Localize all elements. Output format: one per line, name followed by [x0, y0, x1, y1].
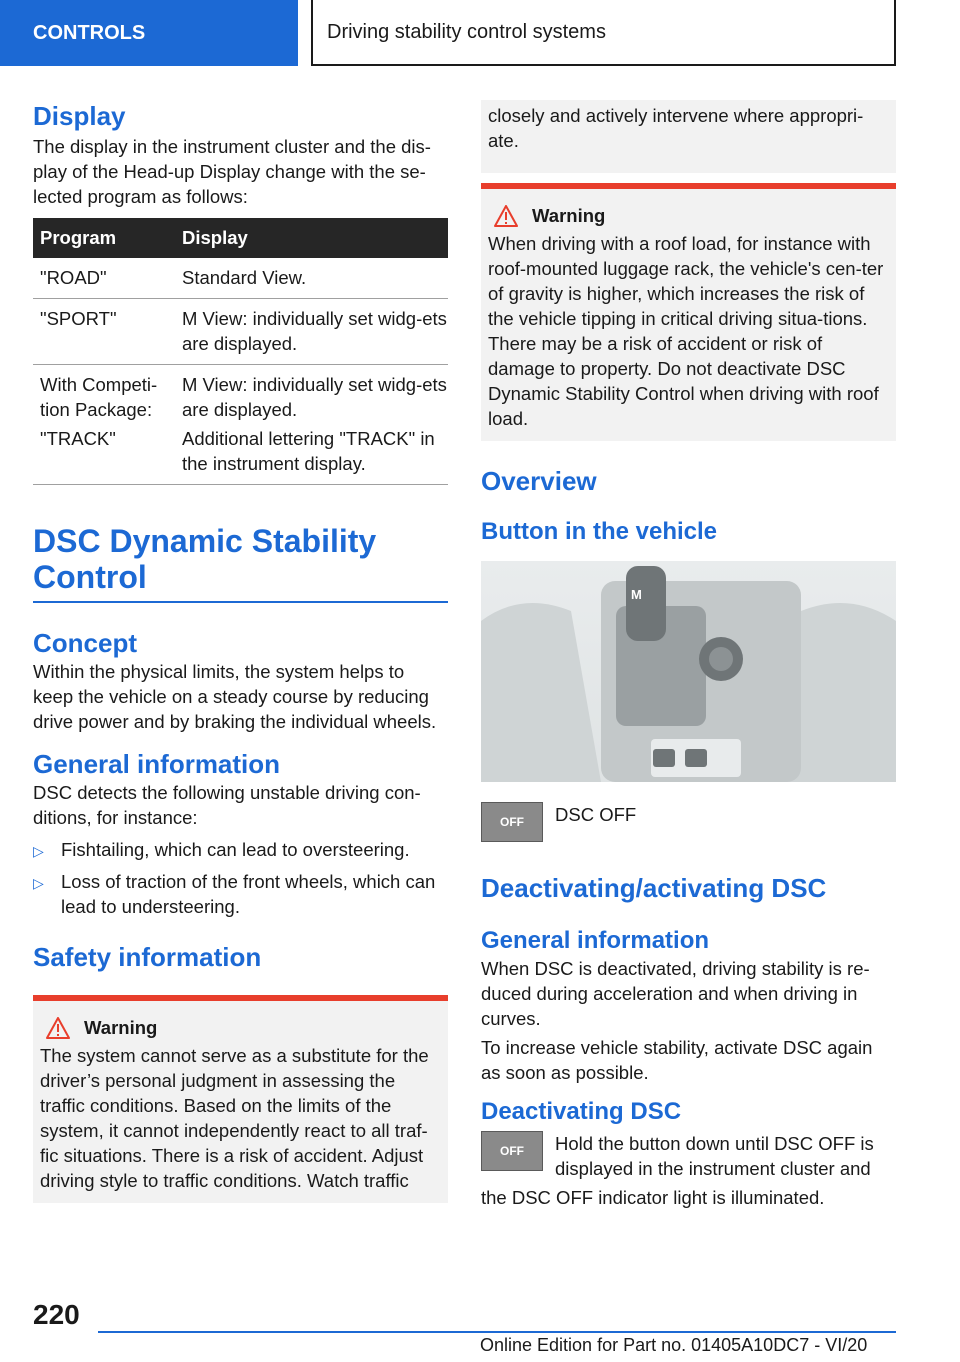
triangle-bullet-icon: ▷ — [33, 843, 44, 859]
safety-heading: Safety information — [33, 942, 262, 972]
table-cell: With Competi-tion Package: — [40, 374, 158, 420]
list-item: ▷ Loss of traction of the front wheels, which can lead to understeering. — [33, 871, 436, 917]
warning-head — [40, 1017, 442, 1039]
svg-text:M: M — [631, 587, 642, 602]
concept-text: Within the physical limits, the system helps to keep the vehicle on a steady course by reducing drive power and by braking the individual wheels. — [33, 661, 437, 732]
general-text: DSC detects the following unstable driving con-ditions, for instance: — [33, 782, 421, 828]
table-cell: M View: individually set widg-ets are displayed. — [175, 299, 448, 365]
deact-heading: Deactivating/activating DSC — [481, 873, 827, 903]
continued-text: closely and actively intervene where appropri-ate. — [488, 105, 864, 151]
table-cell: Standard View. — [175, 258, 448, 299]
general-text-1: When DSC is deactivated, driving stability is re-duced during acceleration and when driving in curves. — [481, 958, 870, 1029]
deactivating-text-b: the DSC OFF indicator light is illuminated. — [481, 1187, 825, 1208]
warning-text: When driving with a roof load, for instance with roof-mounted luggage rack, the vehicle's cen-ter of gravity is higher, which increases the risk of the vehicle tipping in critical driving situa-tions. There may be a risk of accident or risk of damage to property. Do not deactivate DSC Dynamic Stability Control when driving with roof load. — [488, 233, 884, 429]
dsc-heading: DSC Dynamic Stability Control — [33, 523, 448, 603]
table-header-display: Display — [175, 218, 448, 258]
dsc-button-legend — [481, 802, 896, 842]
deactivating-heading: Deactivating DSC — [481, 1098, 682, 1125]
warning-triangle-icon — [46, 1017, 70, 1039]
program-table — [33, 218, 448, 485]
triangle-bullet-icon: ▷ — [33, 875, 44, 891]
dsc-off-icon: OFF — [481, 1131, 543, 1171]
left-column — [33, 100, 448, 1203]
table-cell: "SPORT" — [33, 299, 175, 365]
page-number: 220 — [33, 1299, 80, 1330]
warning-label: Warning — [532, 205, 606, 226]
warning-text: The system cannot serve as a substitute for the driver’s personal judgment in assessing the traffic conditions. Based on the limits of the system, it cannot independently react to all traf-fic situations. There is a risk of accident. Adjust driving style to traffic conditions. Watch traffic — [40, 1045, 429, 1191]
warning-triangle-icon — [494, 205, 518, 227]
table-cell: "TRACK" — [33, 422, 175, 485]
button-heading: Button in the vehicle — [481, 518, 718, 545]
warning-head — [488, 205, 890, 227]
table-row — [33, 365, 448, 423]
general-text-2: To increase vehicle stability, activate DSC again as soon as possible. — [481, 1037, 873, 1083]
dsc-off-icon: OFF — [481, 802, 543, 842]
warning-box — [33, 995, 448, 1203]
right-column — [481, 100, 896, 1214]
general-heading: General information — [33, 749, 281, 779]
table-header-program: Program — [33, 218, 175, 258]
list-item: ▷ Fishtailing, which can lead to oversteering. — [33, 837, 448, 862]
section-label: CONTROLS — [33, 21, 146, 44]
concept-heading: Concept — [33, 628, 137, 658]
overview-heading: Overview — [481, 466, 597, 496]
display-intro: The display in the instrument cluster and the dis-play of the Head-up Display change with the se-lected program as follows: — [33, 136, 431, 207]
section-tab — [0, 0, 298, 66]
general-heading: General information — [481, 927, 710, 954]
display-heading: Display — [33, 101, 126, 131]
table-row — [33, 258, 448, 299]
footer-rule — [98, 1331, 896, 1333]
table-cell: Additional lettering "TRACK" in the instrument display. — [175, 422, 448, 485]
continued-box — [481, 100, 896, 173]
condition-list — [33, 837, 448, 919]
table-cell: "ROAD" — [33, 258, 175, 299]
center-console-image — [481, 561, 896, 782]
table-row — [33, 422, 448, 485]
dsc-off-label: DSC OFF — [555, 804, 637, 825]
warning-box — [481, 183, 896, 441]
table-cell: M View: individually set widg-ets are displayed. — [182, 374, 447, 420]
footer-edition: Online Edition for Part no. 01405A10DC7 - VI/20 — [480, 1335, 868, 1355]
deactivating-text-a: Hold the button down until DSC OFF is displayed in the instrument cluster and — [555, 1133, 874, 1179]
center-console-photo — [481, 561, 896, 782]
table-row — [33, 299, 448, 365]
chapter-title: Driving stability control systems — [327, 20, 606, 43]
warning-label: Warning — [84, 1017, 158, 1038]
deactivating-row — [481, 1131, 896, 1185]
chapter-title-box — [311, 0, 896, 66]
